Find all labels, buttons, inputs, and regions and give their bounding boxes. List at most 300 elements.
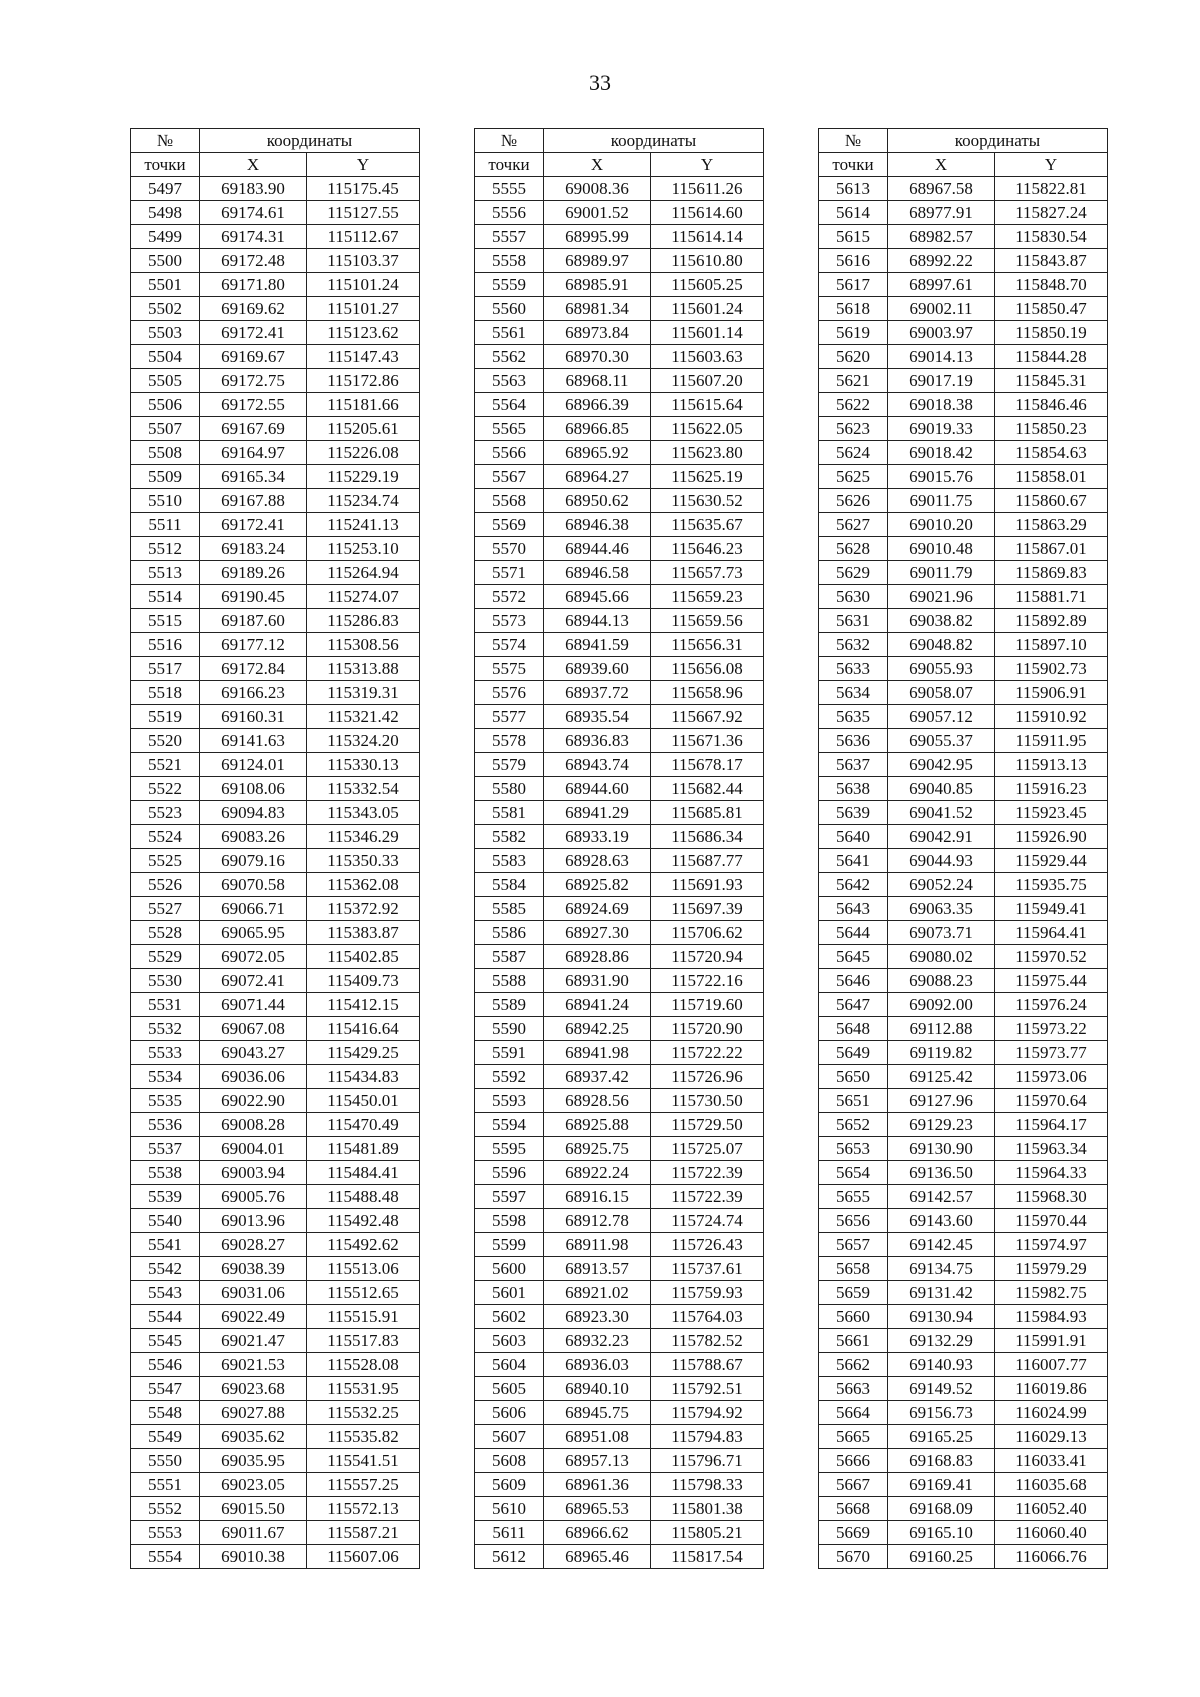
x-coordinate-cell: 69142.57 xyxy=(888,1185,995,1209)
x-coordinate-cell: 69017.19 xyxy=(888,369,995,393)
y-coordinate-cell: 115324.20 xyxy=(307,729,420,753)
y-coordinate-cell: 115850.23 xyxy=(995,417,1108,441)
point-number-cell: 5634 xyxy=(819,681,888,705)
y-coordinate-cell: 115722.39 xyxy=(651,1161,764,1185)
table-row xyxy=(131,417,420,441)
y-coordinate-cell: 115976.24 xyxy=(995,993,1108,1017)
x-coordinate-cell: 68936.83 xyxy=(544,729,651,753)
y-coordinate-cell: 115346.29 xyxy=(307,825,420,849)
x-coordinate-cell: 69169.41 xyxy=(888,1473,995,1497)
x-coordinate-cell: 69042.91 xyxy=(888,825,995,849)
table-row xyxy=(131,345,420,369)
point-number-cell: 5562 xyxy=(475,345,544,369)
x-coordinate-cell: 68928.63 xyxy=(544,849,651,873)
x-coordinate-cell: 68911.98 xyxy=(544,1233,651,1257)
y-coordinate-cell: 115656.31 xyxy=(651,633,764,657)
table-row xyxy=(131,801,420,825)
x-coordinate-cell: 69036.06 xyxy=(200,1065,307,1089)
x-coordinate-cell: 69008.36 xyxy=(544,177,651,201)
x-coordinate-cell: 69177.12 xyxy=(200,633,307,657)
x-coordinate-cell: 69172.84 xyxy=(200,657,307,681)
x-coordinate-cell: 69001.52 xyxy=(544,201,651,225)
point-number-cell: 5611 xyxy=(475,1521,544,1545)
table-row xyxy=(475,1233,764,1257)
point-number-cell: 5638 xyxy=(819,777,888,801)
x-coordinate-cell: 68981.34 xyxy=(544,297,651,321)
table-row xyxy=(819,945,1108,969)
point-number-cell: 5533 xyxy=(131,1041,200,1065)
table-row xyxy=(819,849,1108,873)
table-row xyxy=(131,321,420,345)
x-coordinate-cell: 68945.66 xyxy=(544,585,651,609)
table-row xyxy=(131,1281,420,1305)
x-coordinate-cell: 68951.08 xyxy=(544,1425,651,1449)
table-row xyxy=(475,1257,764,1281)
table-row xyxy=(131,633,420,657)
point-number-cell: 5631 xyxy=(819,609,888,633)
x-coordinate-cell: 69048.82 xyxy=(888,633,995,657)
point-number-cell: 5613 xyxy=(819,177,888,201)
y-coordinate-cell: 115682.44 xyxy=(651,777,764,801)
y-coordinate-cell: 115970.64 xyxy=(995,1089,1108,1113)
x-coordinate-cell: 69005.76 xyxy=(200,1185,307,1209)
table-row xyxy=(819,393,1108,417)
x-coordinate-cell: 69132.29 xyxy=(888,1329,995,1353)
table-row xyxy=(131,1185,420,1209)
table-row xyxy=(819,1113,1108,1137)
y-coordinate-cell: 115935.75 xyxy=(995,873,1108,897)
y-coordinate-cell: 115796.71 xyxy=(651,1449,764,1473)
table-row xyxy=(819,681,1108,705)
y-coordinate-cell: 115964.33 xyxy=(995,1161,1108,1185)
table-row xyxy=(475,609,764,633)
table-row xyxy=(819,897,1108,921)
x-coordinate-cell: 69067.08 xyxy=(200,1017,307,1041)
point-number-cell: 5591 xyxy=(475,1041,544,1065)
table-body xyxy=(819,177,1108,1569)
y-coordinate-cell: 115686.34 xyxy=(651,825,764,849)
x-coordinate-cell: 68944.60 xyxy=(544,777,651,801)
y-coordinate-cell: 115858.01 xyxy=(995,465,1108,489)
point-number-cell: 5616 xyxy=(819,249,888,273)
table-row xyxy=(131,1497,420,1521)
x-coordinate-cell: 69169.62 xyxy=(200,297,307,321)
point-number-cell: 5537 xyxy=(131,1137,200,1161)
point-number-cell: 5528 xyxy=(131,921,200,945)
y-coordinate-cell: 115973.06 xyxy=(995,1065,1108,1089)
table-row xyxy=(475,969,764,993)
table-row xyxy=(475,1065,764,1089)
point-number-cell: 5509 xyxy=(131,465,200,489)
x-coordinate-cell: 69124.01 xyxy=(200,753,307,777)
x-coordinate-cell: 68922.24 xyxy=(544,1161,651,1185)
y-coordinate-cell: 115902.73 xyxy=(995,657,1108,681)
y-coordinate-cell: 115313.88 xyxy=(307,657,420,681)
point-number-cell: 5535 xyxy=(131,1089,200,1113)
y-coordinate-cell: 115843.87 xyxy=(995,249,1108,273)
y-coordinate-cell: 115974.97 xyxy=(995,1233,1108,1257)
table-row xyxy=(475,1377,764,1401)
point-number-cell: 5614 xyxy=(819,201,888,225)
point-number-cell: 5563 xyxy=(475,369,544,393)
x-coordinate-cell: 69043.27 xyxy=(200,1041,307,1065)
point-number-cell: 5560 xyxy=(475,297,544,321)
x-coordinate-cell: 68965.46 xyxy=(544,1545,651,1569)
point-number-cell: 5539 xyxy=(131,1185,200,1209)
table-row xyxy=(131,1473,420,1497)
point-number-cell: 5498 xyxy=(131,201,200,225)
point-number-cell: 5502 xyxy=(131,297,200,321)
y-coordinate-cell: 115241.13 xyxy=(307,513,420,537)
x-coordinate-cell: 68965.92 xyxy=(544,441,651,465)
table-row xyxy=(475,585,764,609)
y-coordinate-cell: 116024.99 xyxy=(995,1401,1108,1425)
table-row xyxy=(475,561,764,585)
y-coordinate-cell: 115706.62 xyxy=(651,921,764,945)
point-number-cell: 5574 xyxy=(475,633,544,657)
y-coordinate-cell: 115321.42 xyxy=(307,705,420,729)
point-number-cell: 5636 xyxy=(819,729,888,753)
y-coordinate-cell: 116060.40 xyxy=(995,1521,1108,1545)
point-number-cell: 5623 xyxy=(819,417,888,441)
y-coordinate-cell: 115229.19 xyxy=(307,465,420,489)
table-row xyxy=(475,801,764,825)
point-number-cell: 5571 xyxy=(475,561,544,585)
point-number-cell: 5588 xyxy=(475,969,544,993)
y-coordinate-cell: 115726.96 xyxy=(651,1065,764,1089)
table-row xyxy=(475,1329,764,1353)
point-number-cell: 5635 xyxy=(819,705,888,729)
table-row xyxy=(475,297,764,321)
x-coordinate-cell: 68937.42 xyxy=(544,1065,651,1089)
point-number-cell: 5579 xyxy=(475,753,544,777)
header-point: точки xyxy=(819,153,888,177)
x-coordinate-cell: 69058.07 xyxy=(888,681,995,705)
table-row xyxy=(475,777,764,801)
y-coordinate-cell: 115667.92 xyxy=(651,705,764,729)
x-coordinate-cell: 69065.95 xyxy=(200,921,307,945)
y-coordinate-cell: 115127.55 xyxy=(307,201,420,225)
table-row xyxy=(819,1281,1108,1305)
point-number-cell: 5581 xyxy=(475,801,544,825)
y-coordinate-cell: 115737.61 xyxy=(651,1257,764,1281)
point-number-cell: 5622 xyxy=(819,393,888,417)
point-number-cell: 5513 xyxy=(131,561,200,585)
x-coordinate-cell: 69143.60 xyxy=(888,1209,995,1233)
x-coordinate-cell: 69011.75 xyxy=(888,489,995,513)
x-coordinate-cell: 69010.38 xyxy=(200,1545,307,1569)
table-row xyxy=(819,297,1108,321)
x-coordinate-cell: 68916.15 xyxy=(544,1185,651,1209)
point-number-cell: 5666 xyxy=(819,1449,888,1473)
y-coordinate-cell: 116066.76 xyxy=(995,1545,1108,1569)
y-coordinate-cell: 115112.67 xyxy=(307,225,420,249)
table-row xyxy=(131,729,420,753)
table-row xyxy=(131,1065,420,1089)
table-row xyxy=(819,1257,1108,1281)
table-row xyxy=(131,777,420,801)
header-number: № xyxy=(131,129,200,153)
table-row xyxy=(819,201,1108,225)
point-number-cell: 5653 xyxy=(819,1137,888,1161)
y-coordinate-cell: 115697.39 xyxy=(651,897,764,921)
y-coordinate-cell: 115488.48 xyxy=(307,1185,420,1209)
y-coordinate-cell: 115911.95 xyxy=(995,729,1108,753)
table-row xyxy=(475,1017,764,1041)
table-row xyxy=(131,1137,420,1161)
table-row xyxy=(475,441,764,465)
y-coordinate-cell: 115517.83 xyxy=(307,1329,420,1353)
table-row xyxy=(131,1017,420,1041)
point-number-cell: 5596 xyxy=(475,1161,544,1185)
point-number-cell: 5524 xyxy=(131,825,200,849)
table-row xyxy=(131,1305,420,1329)
x-coordinate-cell: 69149.52 xyxy=(888,1377,995,1401)
table-row xyxy=(819,1233,1108,1257)
point-number-cell: 5554 xyxy=(131,1545,200,1569)
table-row xyxy=(819,513,1108,537)
table-row xyxy=(819,225,1108,249)
point-number-cell: 5593 xyxy=(475,1089,544,1113)
header-coordinates: координаты xyxy=(544,129,764,153)
x-coordinate-cell: 69070.58 xyxy=(200,873,307,897)
x-coordinate-cell: 69168.83 xyxy=(888,1449,995,1473)
y-coordinate-cell: 115630.52 xyxy=(651,489,764,513)
point-number-cell: 5503 xyxy=(131,321,200,345)
x-coordinate-cell: 68946.58 xyxy=(544,561,651,585)
point-number-cell: 5659 xyxy=(819,1281,888,1305)
y-coordinate-cell: 115794.83 xyxy=(651,1425,764,1449)
point-number-cell: 5587 xyxy=(475,945,544,969)
x-coordinate-cell: 68935.54 xyxy=(544,705,651,729)
y-coordinate-cell: 115759.93 xyxy=(651,1281,764,1305)
y-coordinate-cell: 115402.85 xyxy=(307,945,420,969)
x-coordinate-cell: 68957.13 xyxy=(544,1449,651,1473)
point-number-cell: 5646 xyxy=(819,969,888,993)
x-coordinate-cell: 68966.85 xyxy=(544,417,651,441)
table-row xyxy=(819,585,1108,609)
point-number-cell: 5597 xyxy=(475,1185,544,1209)
point-number-cell: 5665 xyxy=(819,1425,888,1449)
x-coordinate-cell: 69080.02 xyxy=(888,945,995,969)
table-row xyxy=(131,1161,420,1185)
table-row xyxy=(819,369,1108,393)
point-number-cell: 5529 xyxy=(131,945,200,969)
x-coordinate-cell: 68995.99 xyxy=(544,225,651,249)
table-row xyxy=(475,657,764,681)
table-row xyxy=(819,1089,1108,1113)
table-row xyxy=(131,1545,420,1569)
x-coordinate-cell: 68944.13 xyxy=(544,609,651,633)
x-coordinate-cell: 69022.49 xyxy=(200,1305,307,1329)
point-number-cell: 5601 xyxy=(475,1281,544,1305)
coordinates-table-2 xyxy=(474,128,764,1569)
table-row xyxy=(475,225,764,249)
point-number-cell: 5557 xyxy=(475,225,544,249)
table-row xyxy=(819,441,1108,465)
point-number-cell: 5660 xyxy=(819,1305,888,1329)
table-row xyxy=(131,513,420,537)
table-row xyxy=(131,945,420,969)
table-row xyxy=(819,489,1108,513)
table-row xyxy=(819,1137,1108,1161)
x-coordinate-cell: 69035.62 xyxy=(200,1425,307,1449)
y-coordinate-cell: 115234.74 xyxy=(307,489,420,513)
point-number-cell: 5628 xyxy=(819,537,888,561)
point-number-cell: 5624 xyxy=(819,441,888,465)
point-number-cell: 5652 xyxy=(819,1113,888,1137)
x-coordinate-cell: 69073.71 xyxy=(888,921,995,945)
x-coordinate-cell: 69172.55 xyxy=(200,393,307,417)
y-coordinate-cell: 115822.81 xyxy=(995,177,1108,201)
x-coordinate-cell: 69142.45 xyxy=(888,1233,995,1257)
x-coordinate-cell: 69055.93 xyxy=(888,657,995,681)
table-row xyxy=(475,465,764,489)
y-coordinate-cell: 115671.36 xyxy=(651,729,764,753)
y-coordinate-cell: 115607.20 xyxy=(651,369,764,393)
x-coordinate-cell: 68925.75 xyxy=(544,1137,651,1161)
x-coordinate-cell: 68970.30 xyxy=(544,345,651,369)
y-coordinate-cell: 115535.82 xyxy=(307,1425,420,1449)
table-row xyxy=(131,1209,420,1233)
x-coordinate-cell: 69063.35 xyxy=(888,897,995,921)
point-number-cell: 5504 xyxy=(131,345,200,369)
y-coordinate-cell: 115657.73 xyxy=(651,561,764,585)
x-coordinate-cell: 69108.06 xyxy=(200,777,307,801)
x-coordinate-cell: 69156.73 xyxy=(888,1401,995,1425)
point-number-cell: 5594 xyxy=(475,1113,544,1137)
table-row xyxy=(475,1449,764,1473)
y-coordinate-cell: 115492.48 xyxy=(307,1209,420,1233)
y-coordinate-cell: 115691.93 xyxy=(651,873,764,897)
x-coordinate-cell: 69015.76 xyxy=(888,465,995,489)
y-coordinate-cell: 115587.21 xyxy=(307,1521,420,1545)
header-number: № xyxy=(475,129,544,153)
table-row xyxy=(475,753,764,777)
point-number-cell: 5573 xyxy=(475,609,544,633)
y-coordinate-cell: 115274.07 xyxy=(307,585,420,609)
table-row xyxy=(819,1329,1108,1353)
point-number-cell: 5497 xyxy=(131,177,200,201)
y-coordinate-cell: 115846.46 xyxy=(995,393,1108,417)
x-coordinate-cell: 69072.05 xyxy=(200,945,307,969)
y-coordinate-cell: 115614.60 xyxy=(651,201,764,225)
x-coordinate-cell: 68992.22 xyxy=(888,249,995,273)
point-number-cell: 5589 xyxy=(475,993,544,1017)
point-number-cell: 5556 xyxy=(475,201,544,225)
table-row xyxy=(475,1089,764,1113)
table-row xyxy=(131,825,420,849)
y-coordinate-cell: 115892.89 xyxy=(995,609,1108,633)
point-number-cell: 5519 xyxy=(131,705,200,729)
table-row xyxy=(475,345,764,369)
y-coordinate-cell: 115601.14 xyxy=(651,321,764,345)
table-row xyxy=(131,1257,420,1281)
point-number-cell: 5586 xyxy=(475,921,544,945)
y-coordinate-cell: 115979.29 xyxy=(995,1257,1108,1281)
y-coordinate-cell: 115350.33 xyxy=(307,849,420,873)
y-coordinate-cell: 115659.56 xyxy=(651,609,764,633)
x-coordinate-cell: 69172.41 xyxy=(200,513,307,537)
table-row xyxy=(131,561,420,585)
point-number-cell: 5506 xyxy=(131,393,200,417)
x-coordinate-cell: 69011.67 xyxy=(200,1521,307,1545)
y-coordinate-cell: 115720.90 xyxy=(651,1017,764,1041)
table-row xyxy=(819,753,1108,777)
point-number-cell: 5637 xyxy=(819,753,888,777)
y-coordinate-cell: 115264.94 xyxy=(307,561,420,585)
table-row xyxy=(475,825,764,849)
x-coordinate-cell: 69010.48 xyxy=(888,537,995,561)
table-body xyxy=(131,177,420,1569)
x-coordinate-cell: 69174.61 xyxy=(200,201,307,225)
point-number-cell: 5559 xyxy=(475,273,544,297)
point-number-cell: 5536 xyxy=(131,1113,200,1137)
y-coordinate-cell: 115181.66 xyxy=(307,393,420,417)
y-coordinate-cell: 115794.92 xyxy=(651,1401,764,1425)
y-coordinate-cell: 115332.54 xyxy=(307,777,420,801)
y-coordinate-cell: 115343.05 xyxy=(307,801,420,825)
point-number-cell: 5518 xyxy=(131,681,200,705)
y-coordinate-cell: 115541.51 xyxy=(307,1449,420,1473)
header-x: X xyxy=(888,153,995,177)
table-row xyxy=(475,393,764,417)
y-coordinate-cell: 115720.94 xyxy=(651,945,764,969)
y-coordinate-cell: 115984.93 xyxy=(995,1305,1108,1329)
header-y: Y xyxy=(651,153,764,177)
x-coordinate-cell: 69160.31 xyxy=(200,705,307,729)
y-coordinate-cell: 115623.80 xyxy=(651,441,764,465)
table-row xyxy=(131,969,420,993)
table-row xyxy=(819,969,1108,993)
y-coordinate-cell: 115603.63 xyxy=(651,345,764,369)
x-coordinate-cell: 69167.69 xyxy=(200,417,307,441)
x-coordinate-cell: 69165.25 xyxy=(888,1425,995,1449)
y-coordinate-cell: 115975.44 xyxy=(995,969,1108,993)
y-coordinate-cell: 116029.13 xyxy=(995,1425,1108,1449)
x-coordinate-cell: 69187.60 xyxy=(200,609,307,633)
table-row xyxy=(819,321,1108,345)
point-number-cell: 5620 xyxy=(819,345,888,369)
y-coordinate-cell: 115805.21 xyxy=(651,1521,764,1545)
point-number-cell: 5549 xyxy=(131,1425,200,1449)
point-number-cell: 5590 xyxy=(475,1017,544,1041)
x-coordinate-cell: 68924.69 xyxy=(544,897,651,921)
x-coordinate-cell: 69094.83 xyxy=(200,801,307,825)
table-row xyxy=(819,417,1108,441)
x-coordinate-cell: 68964.27 xyxy=(544,465,651,489)
point-number-cell: 5667 xyxy=(819,1473,888,1497)
x-coordinate-cell: 68933.19 xyxy=(544,825,651,849)
x-coordinate-cell: 69038.39 xyxy=(200,1257,307,1281)
y-coordinate-cell: 115101.27 xyxy=(307,297,420,321)
y-coordinate-cell: 115659.23 xyxy=(651,585,764,609)
x-coordinate-cell: 69129.23 xyxy=(888,1113,995,1137)
table-row xyxy=(819,705,1108,729)
y-coordinate-cell: 115867.01 xyxy=(995,537,1108,561)
point-number-cell: 5649 xyxy=(819,1041,888,1065)
point-number-cell: 5552 xyxy=(131,1497,200,1521)
y-coordinate-cell: 115844.28 xyxy=(995,345,1108,369)
y-coordinate-cell: 115968.30 xyxy=(995,1185,1108,1209)
x-coordinate-cell: 69014.13 xyxy=(888,345,995,369)
y-coordinate-cell: 115964.17 xyxy=(995,1113,1108,1137)
point-number-cell: 5641 xyxy=(819,849,888,873)
point-number-cell: 5633 xyxy=(819,657,888,681)
y-coordinate-cell: 115383.87 xyxy=(307,921,420,945)
point-number-cell: 5542 xyxy=(131,1257,200,1281)
point-number-cell: 5639 xyxy=(819,801,888,825)
